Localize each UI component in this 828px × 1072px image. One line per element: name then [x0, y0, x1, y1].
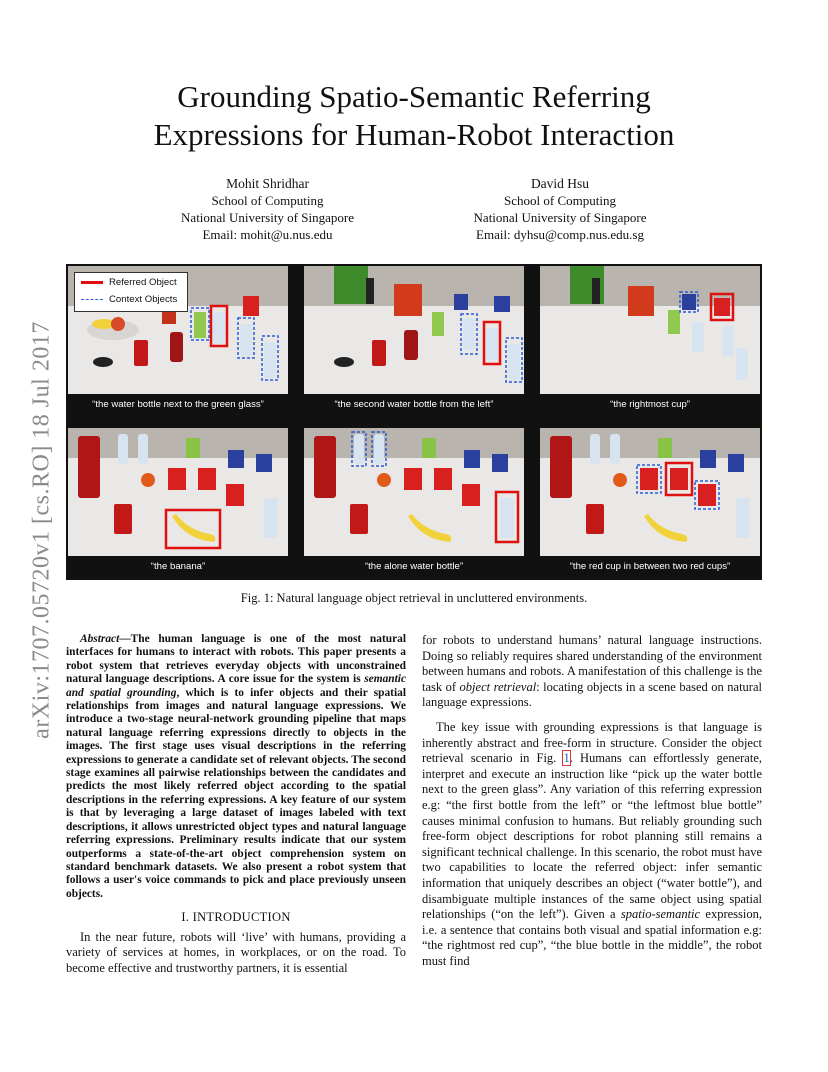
scene-photo-3: [540, 266, 760, 394]
panel-caption: “the second water bottle from the left”: [334, 399, 494, 410]
figure-reference-link[interactable]: 1: [563, 751, 570, 766]
author-email: Email: mohit@u.nus.edu: [202, 227, 333, 242]
paragraph-text: : locating objects in a scene based on natural language expressions.: [422, 679, 762, 710]
author-name: Mohit Shridhar: [226, 176, 309, 191]
panel-caption: “the alone water bottle”: [364, 561, 464, 572]
legend-referred: [81, 276, 177, 290]
abstract-emphasis: semantic and spatial grounding: [66, 673, 406, 699]
right-column: [422, 633, 762, 969]
figure-caption: Fig. 1: Natural language object retrieval in uncluttered environments.: [240, 591, 588, 605]
author-dept: School of Computing: [211, 193, 324, 208]
title-line-2: Expressions for Human-Robot Interaction: [153, 117, 675, 152]
body-paragraph-2: [422, 720, 762, 970]
intro-paragraph: In the near future, robots will ‘live’ with humans, providing a variety of services at homes, in workplaces, or on the road. To become effective and trustworthy partners, it is essential: [66, 929, 406, 975]
paragraph-text: The key issue with grounding expressions is that language is inherently abstract and free-form in structure. Consider the object retrieval scenario in Fig.: [422, 719, 762, 766]
author-email: Email: dyhsu@comp.nus.edu.sg: [476, 227, 644, 242]
scene-photo-4: [68, 428, 288, 556]
paragraph-text: expression, i.e. a sentence that contains both visual and spatial information e.g: “the rightmost red cup”, “the blue bottle in the middle”, the robot must find: [422, 907, 762, 968]
paragraph-emphasis: object retrieval: [459, 679, 537, 694]
panel-caption: “the red cup in between two red cups”: [569, 561, 731, 572]
scene-photo-5: [304, 428, 524, 556]
figure-1: [66, 264, 762, 580]
body-paragraph-1: [422, 633, 762, 711]
arxiv-id: arXiv:1707.05720v1 [cs.RO] 18 Jul 2017: [28, 321, 55, 739]
author-org: National University of Singapore: [181, 210, 354, 225]
figure-panel-6: [538, 426, 762, 578]
abstract: [66, 633, 406, 901]
legend-referred-label: Referred Object: [109, 277, 177, 288]
panel-caption: “the banana”: [150, 561, 206, 572]
legend-context: [81, 293, 177, 307]
figure-panel-5: [302, 426, 526, 578]
author-name: David Hsu: [530, 176, 590, 191]
figure-panel-1: [66, 264, 290, 416]
scene-photo-2: [304, 266, 524, 394]
author-block-1: [160, 175, 375, 243]
panel-caption: “the water bottle next to the green glass”: [92, 399, 264, 410]
title-line-1: Grounding Spatio-Semantic Referring: [177, 79, 651, 114]
abstract-text-a: —The human language is one of the most natural interfaces for humans to interact with robots. This paper presents a robot system that retrieves everyday objects with unconstrained natural language descriptions. A core issue for the system is: [66, 633, 406, 686]
section-heading: I. INTRODUCTION: [181, 910, 291, 925]
figure-panel-2: [302, 264, 526, 416]
panel-caption: “the rightmost cup”: [610, 399, 690, 410]
arxiv-sidebar-stamp: [20, 300, 60, 760]
legend-context-label: Context Objects: [109, 294, 178, 305]
legend-dashed-line-icon: [81, 299, 103, 300]
figure-panel-4: [66, 426, 290, 578]
author-block-2: [450, 175, 670, 243]
abstract-text-b: , which is to infer objects and their spatial relationships from images and natural language expressions. We introduce a two-stage neural-network grounding pipeline that maps natural language referring expressions directly to objects in the images. The first stage uses visual descriptions in the referring expressions to generate a candidate set of relevant objects. The second stage examines all pairwise relationships between the candidates and predicts the most likely referred object according to the spatial descriptions in the referring expressions. A key feature of our system is that by leveraging a large dataset of images labeled with text descriptions, it allows unrestricted object types and natural language referring expressions. Preliminary results indicate that our system outperforms a state-of-the-art object comprehension system on standard benchmark datasets. We also present a robot system that follows a user's voice commands to pick and place previously unseen objects.: [66, 686, 406, 900]
paragraph-text: for robots to understand humans’ natural language instructions. Doing so reliably requires shared understanding of the environment between humans and robots. A manifestation of this challenge is the task of: [422, 633, 762, 694]
figure-panel-3: [538, 264, 762, 416]
paragraph-text: . Humans can effortlessly generate, interpret and execute an instruction like “pick up the water bottle next to the green glass”. Any variation of this referring expression e.g: “the first bottle from the left” or “the leftmost blue bottle” causes minimal confusion to humans. But reliably grounding such free-form object descriptions for robot planning still remains a significant technical challenge. In this scenario, the robot must have two capabilities to locate the referred object: infer semantic information that uniquely describes an object (“water bottle”), and disambiguate multiple instances of the same object using spatial relationships (“on the left”). Given a: [422, 751, 762, 922]
author-dept: School of Computing: [504, 193, 616, 208]
abstract-label: Abstract: [80, 633, 120, 645]
paragraph-emphasis: spatio-semantic: [620, 907, 701, 922]
left-column: [66, 633, 406, 977]
author-org: National University of Singapore: [473, 210, 647, 225]
figure-legend: [74, 272, 188, 312]
paper-title: [0, 78, 828, 154]
scene-photo-6: [540, 428, 760, 556]
legend-solid-line-icon: [81, 281, 103, 284]
